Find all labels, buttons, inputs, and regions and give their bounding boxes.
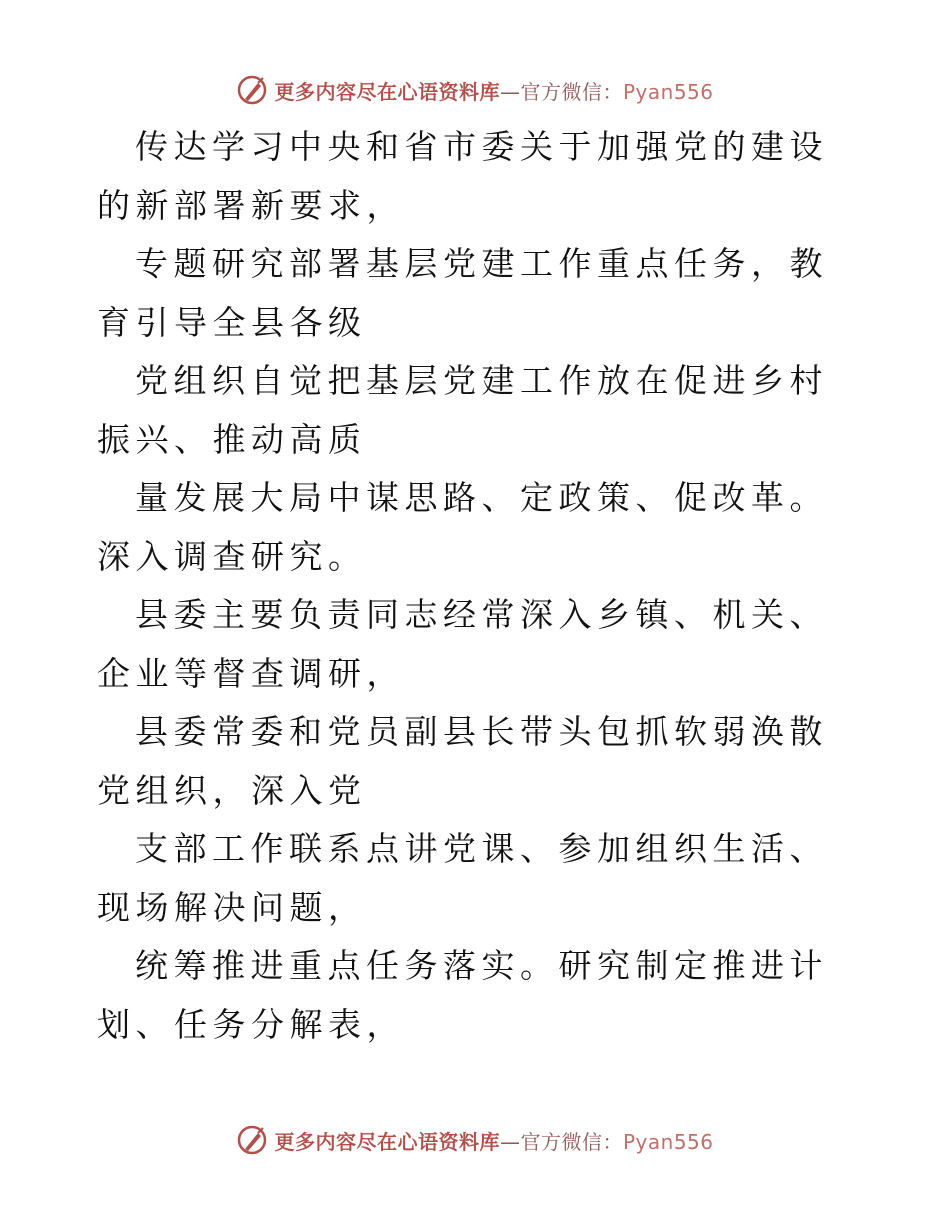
paragraph-7: 支部工作联系点讲党课、参加组织生活、现场解决问题， [97, 829, 828, 927]
header-watermark [0, 70, 950, 110]
footer-watermark-id: Pyan556 [622, 1129, 714, 1154]
footer-watermark-sub: —官方微信： [499, 1129, 623, 1154]
paragraph-4: 量发展大局中谋思路、定政策、促改革。深入调查研究。 [97, 478, 828, 576]
header-watermark-id: Pyan556 [622, 79, 714, 104]
paragraph-2: 专题研究部署基层党建工作重点任务，教育引导全县各级 [97, 244, 828, 342]
header-watermark-text [274, 76, 713, 105]
header-watermark-sub: —官方微信： [499, 79, 623, 104]
paragraph-1: 传达学习中央和省市委关于加强党的建设的新部署新要求， [97, 127, 828, 225]
quill-pen-logo-icon [236, 74, 268, 106]
footer-watermark-main: 更多内容尽在心语资料库 [274, 1129, 500, 1154]
footer-watermark-text [274, 1126, 713, 1155]
paragraph-5: 县委主要负责同志经常深入乡镇、机关、企业等督查调研， [97, 595, 828, 693]
quill-pen-logo-icon [236, 1124, 268, 1156]
header-watermark-main: 更多内容尽在心语资料库 [274, 79, 500, 104]
paragraph-8: 统筹推进重点任务落实。研究制定推进计划、任务分解表， [97, 946, 828, 1044]
paragraph-6: 县委常委和党员副县长带头包抓软弱涣散党组织，深入党 [97, 712, 828, 810]
document-body [97, 118, 857, 1054]
paragraph-3: 党组织自觉把基层党建工作放在促进乡村振兴、推动高质 [97, 361, 828, 459]
footer-watermark [0, 1120, 950, 1160]
